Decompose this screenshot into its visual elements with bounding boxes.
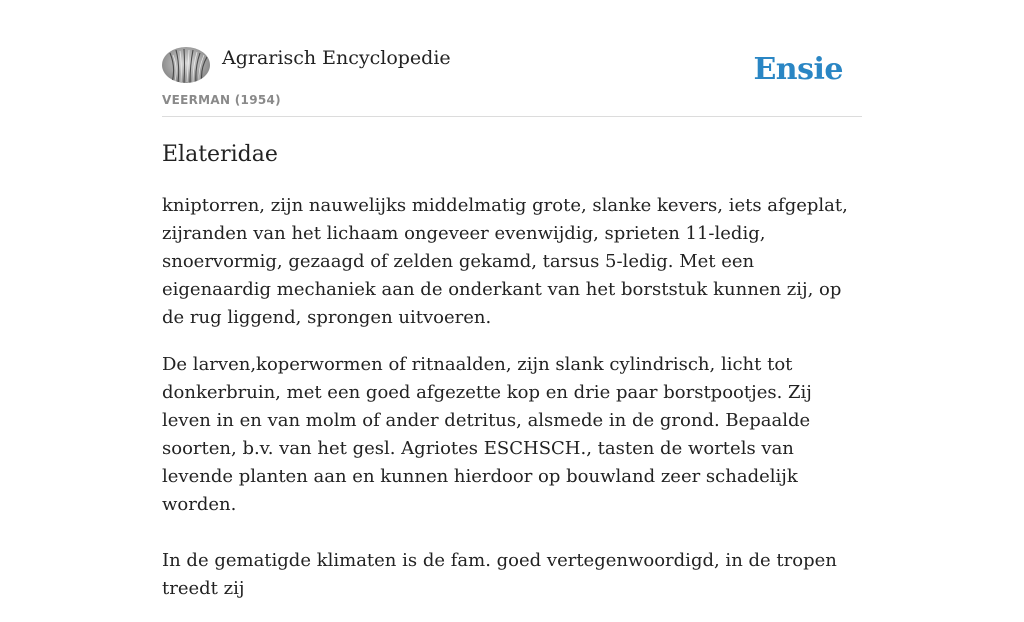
- entry-body: [162, 192, 862, 622]
- wheat-logo-icon[interactable]: [162, 47, 210, 83]
- entry-paragraph-3: In de gematigde klimaten is de fam. goed vertegenwoordigd, in de tropen treedt zij: [162, 550, 837, 599]
- source-header: [162, 0, 862, 117]
- page-content: [162, 0, 862, 599]
- entry-title: Elateridae: [162, 142, 278, 167]
- entry-paragraph-1: kniptorren, zijn nauwelijks middelmatig grote, slanke kevers, iets afgeplat, zijranden van het lichaam ongeveer evenwijdig, sprieten 11-ledig, snoervormig, gezaagd of zelden gekamd, tarsus 5-ledig. Met een eigenaardig mechaniek aan de onderkant van het borststuk kunnen zij, op de rug liggend, sprongen uitvoeren.: [162, 195, 848, 328]
- entry-paragraph-2: De larven,koperwormen of ritnaalden, zijn slank cylindrisch, licht tot donkerbruin, met een goed afgezette kop en drie paar borstpootjes. Zij leven in en van molm of ander detritus, alsmede in de grond. Bepaalde soorten, b.v. van het gesl. Agriotes ESCHSCH., tasten de wortels van levende planten aan en kunnen hierdoor op bouwland zeer schadelijk worden.: [162, 354, 812, 515]
- ensie-brand-logo[interactable]: Ensie: [753, 52, 843, 87]
- source-author-year: VEERMAN (1954): [162, 93, 281, 107]
- source-title[interactable]: Agrarisch Encyclopedie: [222, 47, 451, 69]
- wheat-illustration: [162, 47, 210, 83]
